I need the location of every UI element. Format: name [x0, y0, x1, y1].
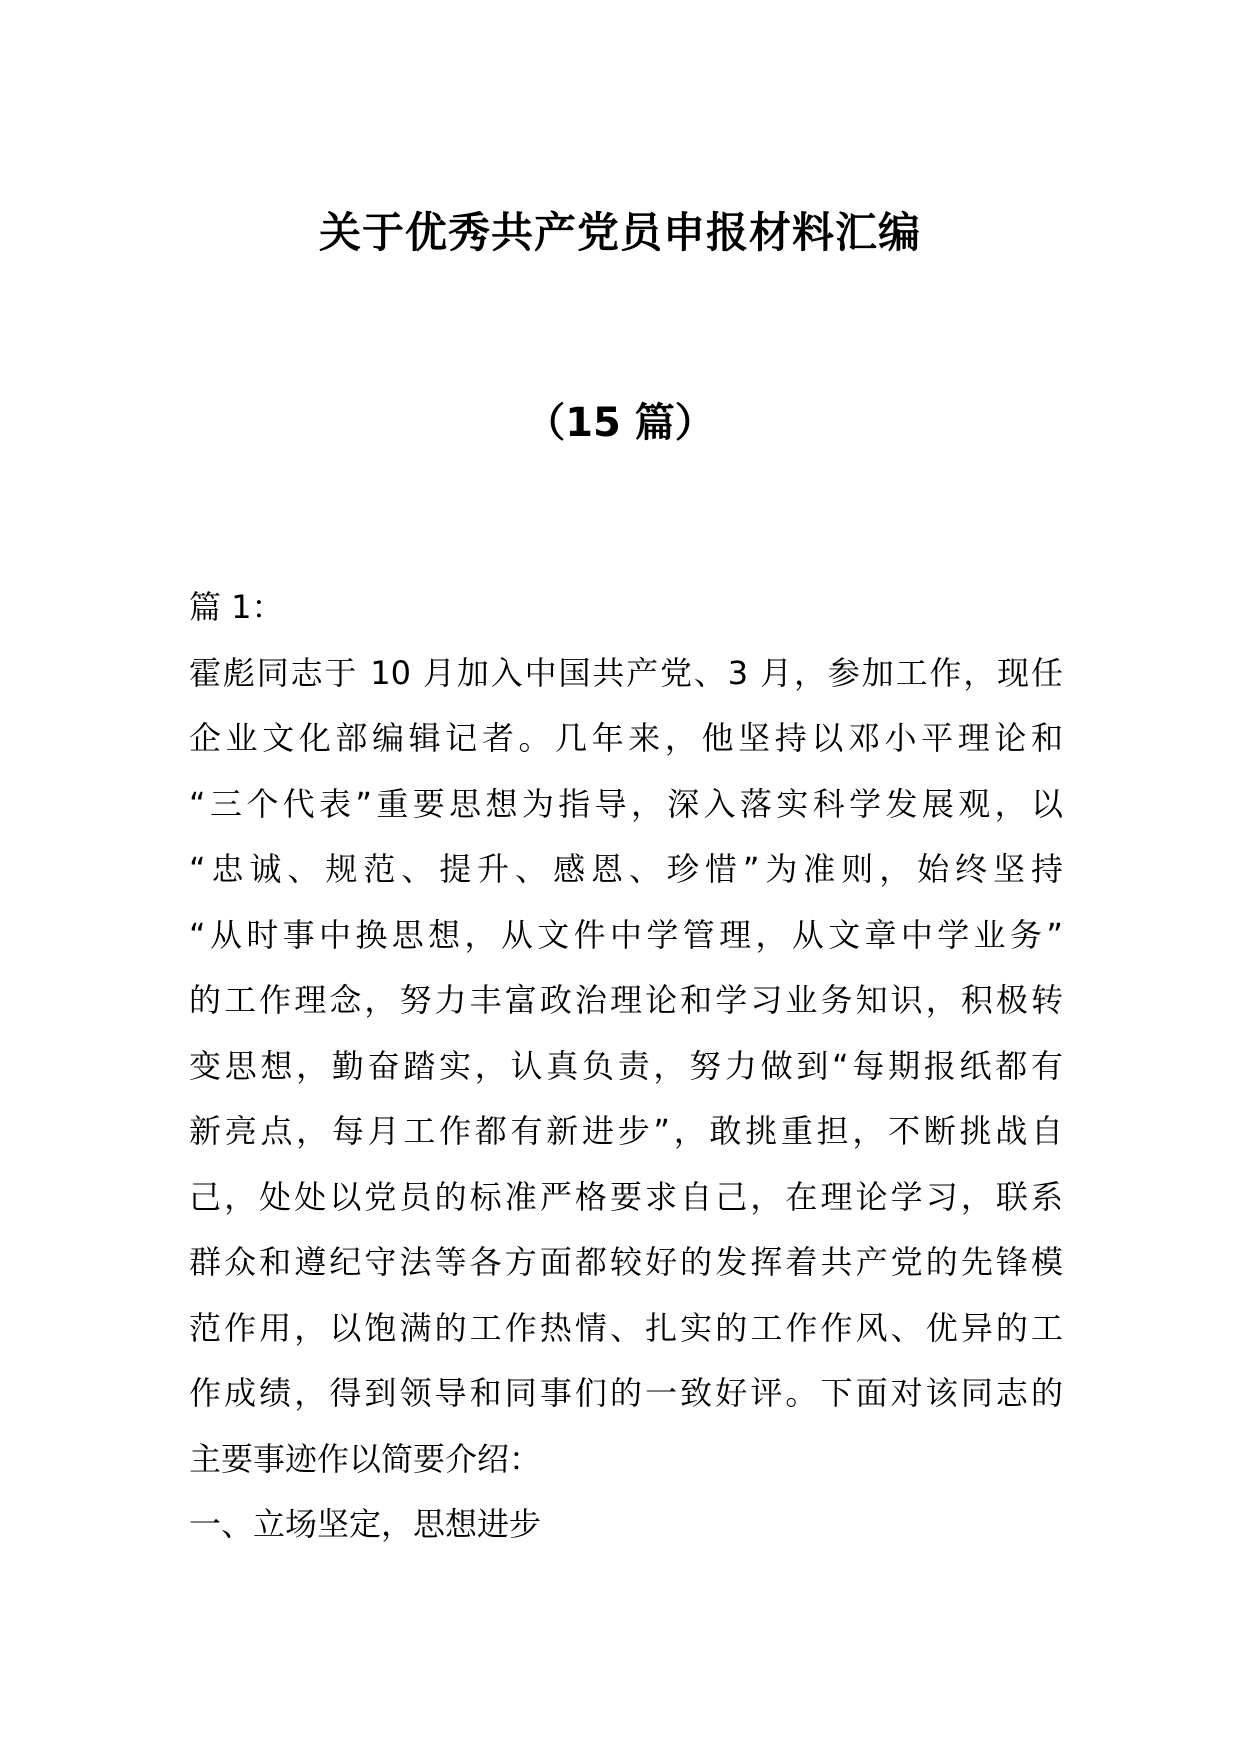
- paragraph-line: 变思想，勤奋踏实，认真负责，努力做到“每期报纸都有: [189, 1046, 1063, 1085]
- paragraph-line: “忠诚、规范、提升、感恩、珍惜”为准则，始终坚持: [189, 850, 1063, 888]
- paragraph-line: 的工作理念，努力丰富政治理论和学习业务知识，积极转: [189, 981, 1063, 1019]
- subsection-heading: 一、立场坚定，思想进步: [189, 1505, 542, 1543]
- paragraph-line: 作成绩，得到领导和同事们的一致好评。下面对该同志的: [189, 1374, 1063, 1412]
- document-subtitle: （15 篇）: [525, 400, 715, 446]
- paragraph-line: 企业文化部编辑记者。几年来，他坚持以邓小平理论和: [189, 719, 1063, 757]
- paragraph-line: “从时事中换思想，从文件中学管理，从文章中学业务”: [189, 915, 1063, 954]
- document-title: 关于优秀共产党员申报材料汇编: [318, 208, 921, 257]
- paragraph-line: 己，处处以党员的标准严格要求自己，在理论学习，联系: [189, 1177, 1063, 1216]
- body-text: [189, 575, 1063, 1558]
- paragraph-line: 主要事迹作以简要介绍：: [189, 1439, 542, 1478]
- paragraph-line: 群众和遵纪守法等各方面都较好的发挥着共产党的先锋模: [189, 1243, 1063, 1281]
- paragraph-line: 范作用，以饱满的工作热情、扎实的工作作风、优异的工: [189, 1308, 1063, 1347]
- paragraph-line: 霍彪同志于 10 月加入中国共产党、3 月，参加工作，现任: [189, 653, 1063, 692]
- paragraph-line: “三个代表”重要思想为指导，深入落实科学发展观，以: [189, 784, 1063, 823]
- paragraph-line: 新亮点，每月工作都有新进步”，敢挑重担，不断挑战自: [189, 1112, 1063, 1150]
- section-heading: 篇 1：: [189, 588, 284, 626]
